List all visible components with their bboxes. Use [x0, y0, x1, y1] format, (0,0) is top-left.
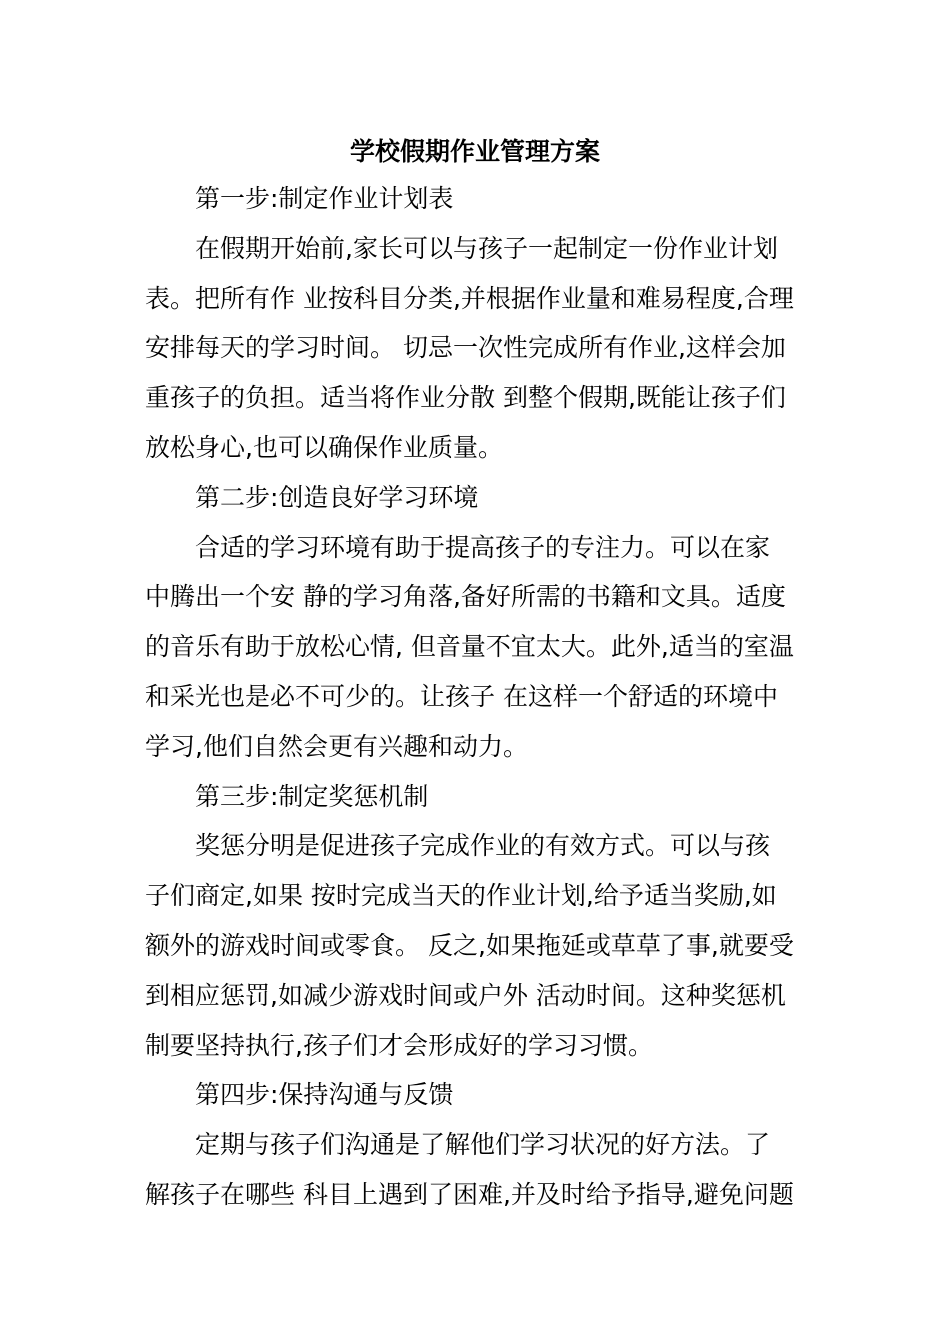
paragraph-line: 和采光也是必不可少的。让孩子 在这样一个舒适的环境中 — [145, 681, 778, 711]
paragraph-line: 子们商定,如果 按时完成当天的作业计划,给予适当奖励,如 — [145, 881, 777, 911]
section-paragraph-1 — [145, 224, 810, 473]
paragraph-line: 学习,他们自然会更有兴趣和动力。 — [145, 731, 528, 761]
document-body — [145, 174, 810, 1220]
section-heading-3: 第三步:制定奖惩机制 — [195, 781, 429, 811]
section-paragraph-2 — [145, 523, 810, 772]
section-heading-4: 第四步:保持沟通与反馈 — [195, 1080, 454, 1110]
paragraph-line: 到相应惩罚,如减少游戏时间或户外 活动时间。这种奖惩机 — [145, 980, 786, 1010]
paragraph-line: 定期与孩子们沟通是了解他们学习状况的好方法。了 — [195, 1130, 771, 1160]
paragraph-line: 重孩子的负担。适当将作业分散 到整个假期,既能让孩子们 — [145, 383, 786, 413]
section-paragraph-4 — [145, 1120, 810, 1220]
paragraph-line: 在假期开始前,家长可以与孩子一起制定一份作业计划 — [195, 233, 778, 263]
paragraph-line: 制要坚持执行,孩子们才会形成好的学习习惯。 — [145, 1030, 653, 1060]
paragraph-line: 中腾出一个安 静的学习角落,备好所需的书籍和文具。适度 — [145, 582, 786, 612]
paragraph-line: 放松身心,也可以确保作业质量。 — [145, 432, 503, 462]
section-heading-1: 第一步:制定作业计划表 — [195, 184, 454, 213]
paragraph-line: 安排每天的学习时间。 切忌一次性完成所有作业,这样会加 — [145, 333, 786, 363]
paragraph-line: 解孩子在哪些 科目上遇到了困难,并及时给予指导,避免问题 — [145, 1179, 794, 1209]
section-paragraph-3 — [145, 821, 810, 1070]
paragraph-line: 奖惩分明是促进孩子完成作业的有效方式。可以与孩 — [195, 831, 771, 861]
paragraph-line: 额外的游戏时间或零食。 反之,如果拖延或草草了事,就要受 — [145, 930, 794, 960]
paragraph-line: 表。把所有作 业按科目分类,并根据作业量和难易程度,合理 — [145, 283, 794, 313]
document-title: 学校假期作业管理方案 — [349, 137, 600, 166]
paragraph-line: 合适的学习环境有助于提高孩子的专注力。可以在家 — [195, 532, 771, 562]
section-heading-2: 第二步:创造良好学习环境 — [195, 482, 479, 512]
paragraph-line: 的音乐有助于放松心情, 但音量不宜太大。此外,适当的室温 — [145, 632, 794, 662]
